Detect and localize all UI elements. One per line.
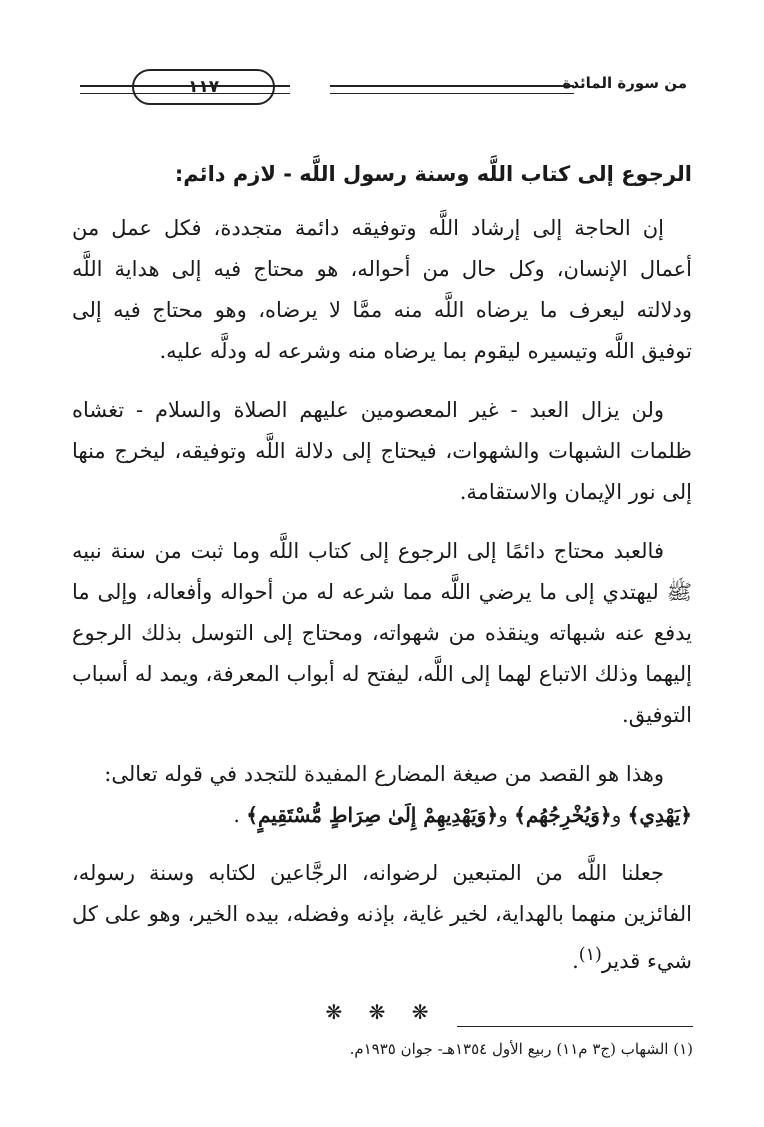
header-rule (330, 85, 574, 94)
page-content (72, 140, 692, 1024)
paragraph: فالعبد محتاج دائمًا إلى الرجوع إلى كتاب اللَّه وما ثبت من سنة نبيه ﷺ ليهتدي إلى ما يرضي اللَّه مما شرعه له من أحواله وأفعاله، وإلى ما يدفع عنه شبهاته وينقذه من شهواته، ومحتاج إلى التوسل بذلك الرجوع إليهما وذلك الاتباع لهما إلى اللَّه، ليفتح له أبواب المعرفة، ويمد له أسباب التوفيق. (72, 539, 692, 727)
page-header (80, 62, 687, 112)
period: . (572, 949, 579, 973)
page-number: ١١٧ (132, 69, 275, 105)
period: . (233, 803, 240, 827)
closing-paragraph (72, 853, 692, 982)
paragraph: ولن يزال العبد - غير المعصومين عليهم الصلاة والسلام - تغشاه ظلمات الشبهات والشهوات، فيحتاج إلى دلالة اللَّه وتوفيقه، ليخرج منها إلى نور الإيمان والاستقامة. (72, 398, 692, 504)
verse-quote: ﴿وَيُخْرِجُهُم﴾ (514, 803, 612, 827)
section-separator: ❋ ❋ ❋ (325, 1000, 439, 1024)
section-heading: الرجوع إلى كتاب اللَّه وسنة رسول اللَّه - لازم دائم: (174, 162, 692, 186)
closing-text: جعلنا اللَّه من المتبعين لرضوانه، الرجَّاعين لكتابه وسنة رسوله، الفائزين منهما بالهداية، لخير غاية، بإذنه وفضله، بيده الخير، وهو على كل شيء قدير (72, 861, 692, 973)
paragraph: إن الحاجة إلى إرشاد اللَّه وتوفيقه دائمة متجددة، فكل عمل من أعمال الإنسان، وكل حال من أحواله، هو محتاج فيه إلى هداية اللَّه ودلالته ليعرف ما يرضاه اللَّه منه ممَّا لا يرضاه، وهو محتاج فيه إلى توفيق اللَّه وتيسيره ليقوم بما يرضاه منه وشرعه له ودلَّه عليه. (72, 216, 692, 363)
footnote-rule (457, 1026, 693, 1027)
conjunction: و (498, 803, 508, 827)
paragraph: وهذا هو القصد من صيغة المضارع المفيدة للتجدد في قوله تعالى: (104, 762, 664, 786)
quran-verses (72, 795, 692, 835)
chapter-title: من سورة المائدة (562, 74, 687, 92)
verse-quote: ﴿يَهْدِي﴾ (627, 803, 692, 827)
header-rule (80, 85, 290, 94)
verse-quote: ﴿وَيَهْدِيهِمْ إِلَىٰ صِرَاطٍ مُّسْتَقِيمٍ﴾ (246, 803, 499, 827)
footnote-marker: (١) (578, 945, 602, 965)
conjunction: و (611, 803, 622, 827)
footnote: (١) الشهاب (ج٣ م١١) ربيع الأول ١٣٥٤هـ- جوان ١٩٣٥م. (349, 1040, 693, 1058)
